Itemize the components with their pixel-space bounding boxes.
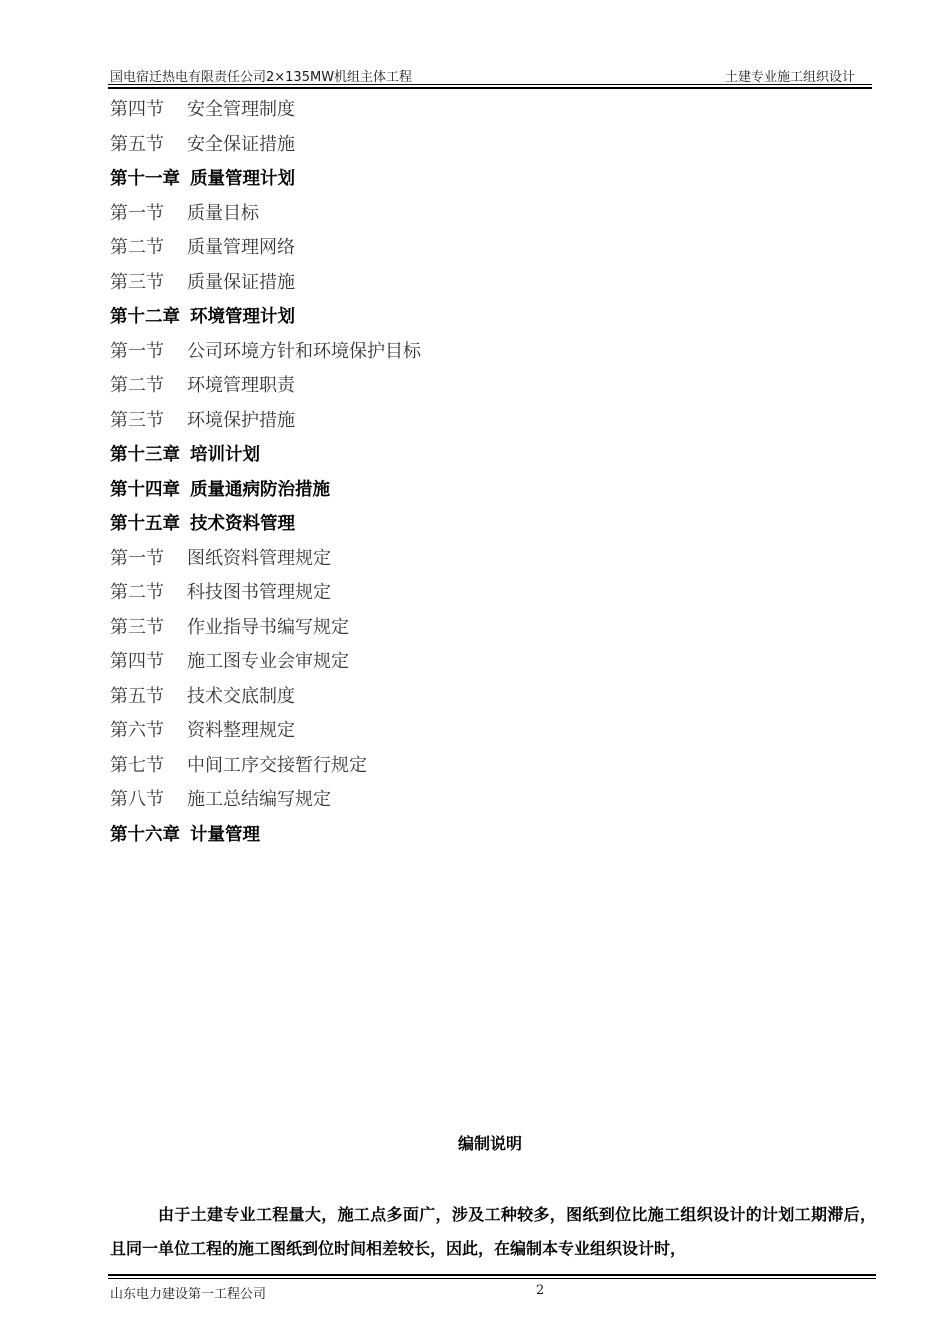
toc-number: 第十五章 — [110, 514, 180, 534]
toc-title: 计量管理 — [190, 824, 260, 845]
toc-section — [110, 545, 810, 580]
toc-title: 环境管理职责 — [187, 375, 295, 396]
toc-title: 质量管理计划 — [190, 169, 295, 189]
toc-section — [110, 407, 810, 442]
toc-number: 第四节 — [110, 99, 164, 120]
toc-number: 第十一章 — [110, 169, 180, 189]
toc-chapter — [110, 441, 810, 476]
toc-number: 第一节 — [110, 202, 164, 224]
toc-title: 作业指导书编写规定 — [187, 616, 349, 638]
toc-title: 科技图书管理规定 — [187, 582, 331, 603]
toc-title: 质量保证措施 — [187, 271, 295, 293]
toc-section — [110, 200, 810, 235]
toc-title: 环境保护措施 — [187, 409, 295, 431]
toc-number: 第六节 — [110, 720, 164, 741]
toc-title: 资料整理规定 — [187, 720, 295, 741]
toc-title: 技术交底制度 — [187, 685, 295, 707]
toc-title: 质量通病防治措施 — [190, 479, 330, 500]
header-rule-bold — [108, 87, 872, 89]
toc-number: 第一节 — [110, 340, 164, 362]
toc-title: 公司环境方针和环境保护目标 — [187, 340, 421, 362]
toc-number: 第十二章 — [110, 307, 180, 327]
table-of-contents — [110, 96, 810, 855]
toc-number: 第十六章 — [110, 824, 180, 845]
toc-section — [110, 269, 810, 304]
toc-section — [110, 234, 810, 269]
notes-paragraph: 由于土建专业工程量大，施工点多面广，涉及工种较多，图纸到位比施工组织设计的计划工期滞后，且同一单位工程的施工图纸到位时间相差较长，因此，在编制本专业组织设计时， — [110, 1205, 876, 1258]
toc-section — [110, 683, 810, 718]
toc-number: 第四节 — [110, 651, 164, 672]
toc-chapter — [110, 476, 810, 511]
toc-section — [110, 648, 810, 683]
toc-title: 施工图专业会审规定 — [187, 651, 349, 672]
toc-number: 第三节 — [110, 409, 164, 431]
toc-number: 第一节 — [110, 547, 164, 569]
toc-chapter — [110, 510, 810, 545]
toc-number: 第十三章 — [110, 445, 180, 465]
toc-section — [110, 752, 810, 787]
toc-section — [110, 338, 810, 373]
toc-chapter — [110, 821, 810, 856]
toc-title: 安全管理制度 — [187, 99, 295, 120]
toc-title: 安全保证措施 — [187, 133, 295, 155]
toc-number: 第二节 — [110, 582, 164, 603]
toc-title: 图纸资料管理规定 — [187, 547, 331, 569]
notes-title: 编制说明 — [457, 1134, 522, 1153]
header-project-title: 国电宿迁热电有限责任公司2×135MW机组主体工程 — [110, 70, 413, 85]
toc-section — [110, 96, 810, 131]
toc-section — [110, 579, 810, 614]
footer-rule — [108, 1278, 876, 1279]
page-number: 2 — [536, 1283, 545, 1298]
toc-section — [110, 614, 810, 649]
toc-number: 第十四章 — [110, 479, 180, 500]
toc-title: 培训计划 — [190, 445, 260, 465]
toc-chapter — [110, 165, 810, 200]
toc-number: 第五节 — [110, 685, 164, 707]
header-document-title: 土建专业施工组织设计 — [724, 70, 855, 85]
toc-number: 第八节 — [110, 789, 164, 810]
footer-company: 山东电力建设第一工程公司 — [110, 1287, 267, 1302]
toc-section — [110, 372, 810, 407]
toc-section — [110, 786, 810, 821]
toc-section — [110, 717, 810, 752]
toc-number: 第三节 — [110, 271, 164, 293]
toc-title: 质量目标 — [187, 202, 259, 224]
toc-title: 技术资料管理 — [190, 514, 295, 534]
toc-number: 第三节 — [110, 616, 164, 638]
toc-title: 质量管理网络 — [187, 237, 295, 258]
toc-chapter — [110, 303, 810, 338]
toc-number: 第二节 — [110, 375, 164, 396]
toc-number: 第二节 — [110, 237, 164, 258]
toc-title: 施工总结编写规定 — [187, 789, 331, 810]
toc-title: 环境管理计划 — [190, 307, 295, 327]
toc-title: 中间工序交接暂行规定 — [187, 754, 367, 776]
toc-number: 第五节 — [110, 133, 164, 155]
header-rule — [108, 84, 872, 85]
toc-section — [110, 131, 810, 166]
toc-number: 第七节 — [110, 754, 164, 776]
footer-rule-bold — [108, 1274, 876, 1276]
